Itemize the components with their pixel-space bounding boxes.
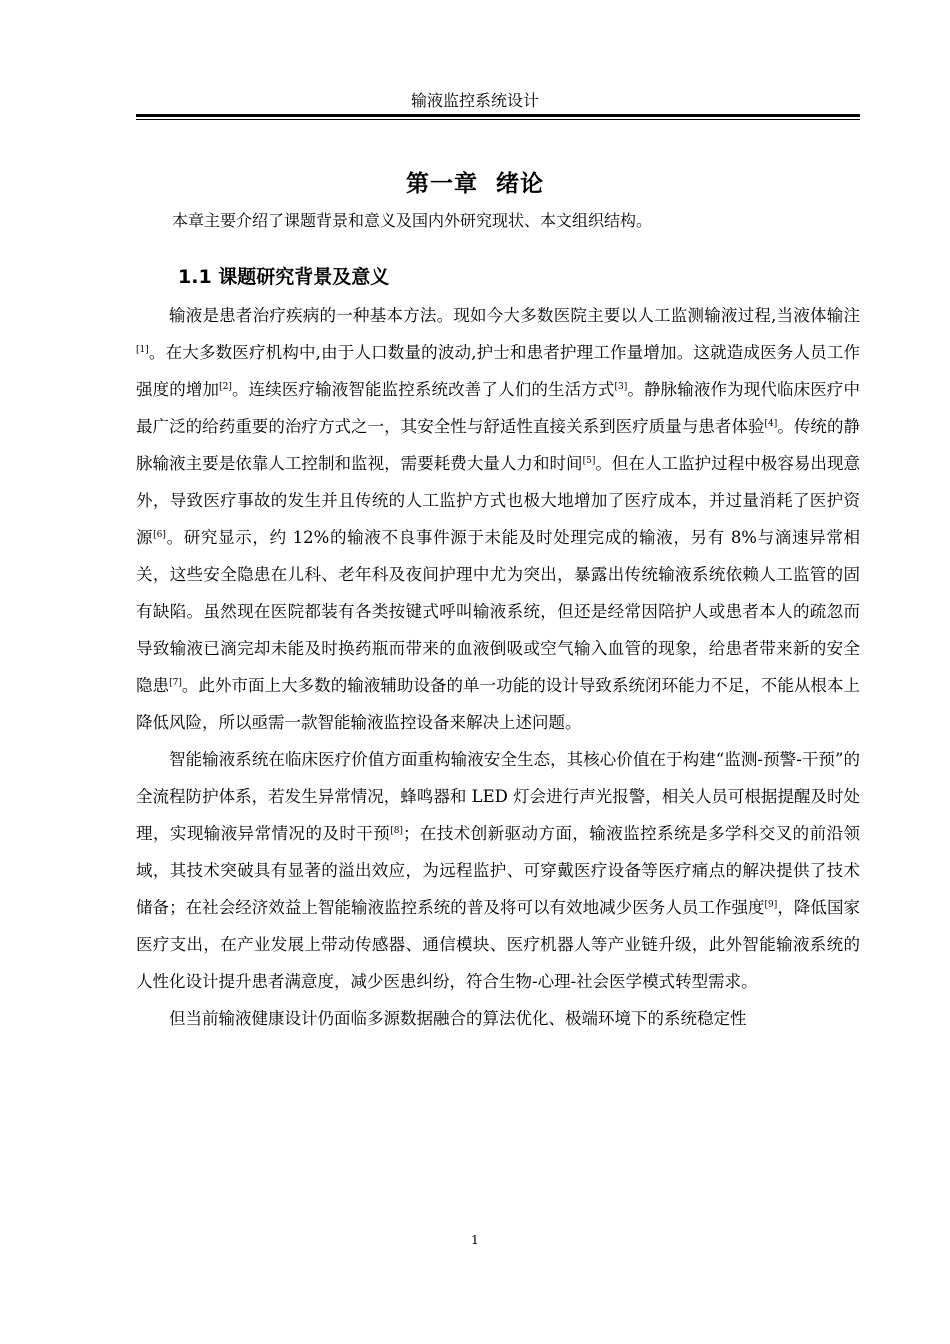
text-segment: 。静脉输液作为现代临床医疗中最广泛的给药重要的治疗方式之一，其安全性与舒适性直接关系到医疗质量与患者体验 bbox=[136, 380, 861, 436]
text-segment: 智能输液系统在临床医疗价值方面重构输液安全生态，其核心价值在于构建“监测-预警-干预”的全流程防护体系，若发生异常情况，蜂鸣器和 LED 灯会进行声光报警，相关人员可根据提醒及时处理，实现输液异常情况的及时干预 bbox=[136, 750, 860, 843]
text-segment: 。此外市面上大多数的输液辅助设备的单一功能的设计导致系统闭环能力不足，不能从根本上降低风险，所以亟需一款智能输液监控设备来解决上述问题。 bbox=[136, 676, 861, 732]
page-number: 1 bbox=[471, 1233, 479, 1247]
running-header: 输液监控系统设计 bbox=[410, 91, 539, 110]
citation-ref: [6] bbox=[153, 530, 166, 540]
citation-ref: [8] bbox=[390, 826, 403, 836]
text-segment: ，降低国家医疗支出，在产业发展上带动传感器、通信模块、医疗机器人等产业链升级，此外智能输液系统的人性化设计提升患者满意度，减少医患纠纷，符合生物-心理-社会医学模式转型需求。 bbox=[136, 898, 861, 991]
paragraph-3 bbox=[136, 1000, 860, 1037]
citation-ref: [2] bbox=[219, 382, 232, 392]
citation-ref: [9] bbox=[764, 900, 778, 910]
text-segment: 。传统的静脉输液主要是依靠人工控制和监视，需要耗费大量人力和时间 bbox=[136, 417, 861, 473]
text-segment: 。研究显示，约 12%的输液不良事件源于未能及时处理完成的输液，另有 8%与滴速异常相关，这些安全隐患在儿科、老年科及夜间护理中尤为突出，暴露出传统输液系统依赖人工监管的固有缺陷。虽然现在医院都装有各类按键式呼叫输液系统，但还是经常因陪护人或患者本人的疏忽而导致输液已滴完却未能及时换药瓶而带来的血液倒吸或空气输入血管的现象，给患者带来新的安全隐患 bbox=[136, 528, 860, 695]
text-segment: 但当前输液健康设计仍面临多源数据融合的算法优化、极端环境下的系统稳定性 bbox=[169, 1009, 747, 1028]
paragraph-1 bbox=[136, 297, 860, 741]
chapter-title: 第一章 绪论 bbox=[405, 171, 544, 197]
body-text bbox=[136, 297, 860, 1037]
text-segment: 。在大多数医疗机构中,由于人口数量的波动,护士和患者护理工作量增加。这就造成医务人员工作强度的增加 bbox=[136, 343, 860, 399]
paragraph-2 bbox=[136, 741, 860, 1000]
text-segment: 。连续医疗输液智能监控系统改善了人们的生活方式 bbox=[231, 380, 615, 399]
chapter-intro: 本章主要介绍了课题背景和意义及国内外研究现状、本文组织结构。 bbox=[172, 211, 653, 230]
citation-ref: [7] bbox=[169, 678, 182, 688]
citation-ref: [3] bbox=[614, 382, 628, 392]
citation-ref: [4] bbox=[764, 419, 778, 429]
text-segment: 。但在人工监护过程中极容易出现意外，导致医疗事故的发生并且传统的人工监护方式也极大地增加了医疗成本，并过量消耗了医护资源 bbox=[136, 454, 861, 547]
section-title: 1.1 课题研究背景及意义 bbox=[178, 266, 390, 288]
citation-ref: [1] bbox=[136, 345, 149, 355]
header-rule-thick bbox=[136, 114, 860, 117]
text-segment: 输液是患者治疗疾病的一种基本方法。现如今大多数医院主要以人工监测输液过程,当液体输注 bbox=[169, 306, 860, 325]
citation-ref: [5] bbox=[582, 456, 596, 466]
header-rule-thin bbox=[136, 119, 860, 120]
text-segment: ；在技术创新驱动方面，输液监控系统是多学科交叉的前沿领域，其技术突破具有显著的溢出效应，为远程监护、可穿戴医疗设备等医疗痛点的解决提供了技术储备；在社会经济效益上智能输液监控系统的普及将可以有效地减少医务人员工作强度 bbox=[136, 824, 861, 917]
